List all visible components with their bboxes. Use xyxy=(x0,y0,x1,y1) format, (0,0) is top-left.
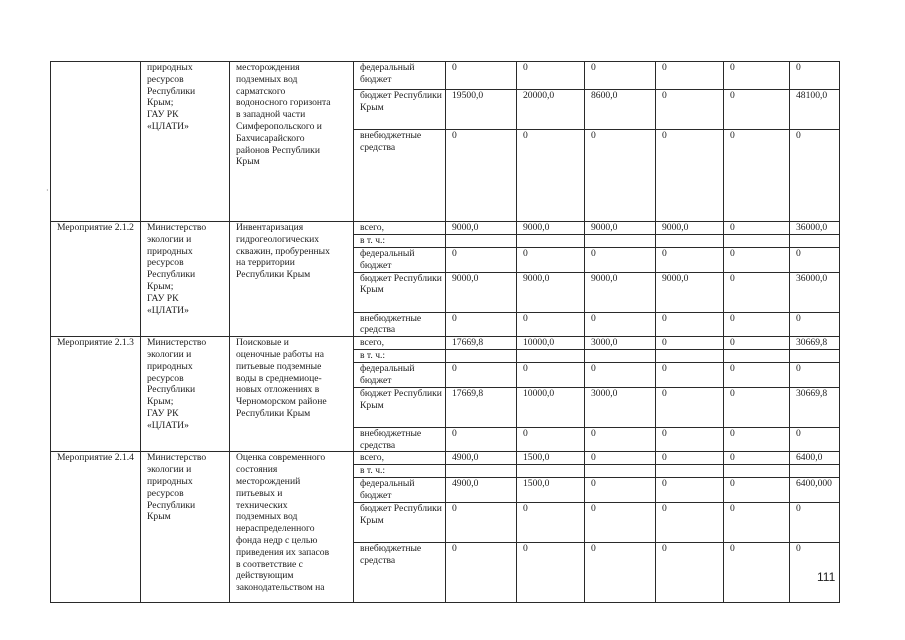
funding-source-cell: в т. ч.: xyxy=(354,350,446,363)
scan-mark: · xyxy=(46,186,49,195)
value-cell: 0 xyxy=(790,427,840,452)
value-cell: 0 xyxy=(656,248,724,273)
executor-cell xyxy=(141,222,230,337)
value-cell: 0 xyxy=(790,542,840,602)
value-cell: 0 xyxy=(446,363,517,388)
value-cell: 0 xyxy=(724,427,790,452)
value-cell: 0 xyxy=(724,312,790,337)
value-cell: 0 xyxy=(517,363,585,388)
value-cell: 9000,0 xyxy=(585,222,656,235)
cell-line: Симферопольского и xyxy=(236,120,322,132)
value-cell xyxy=(656,350,724,363)
cell-line: Черноморском районе xyxy=(236,396,327,408)
cell-line: питьевые подземные xyxy=(236,360,322,372)
value-cell: 0 xyxy=(656,427,724,452)
page-number: 111 xyxy=(817,570,836,584)
cell-line: экологии и xyxy=(147,233,192,245)
value-cell: 0 xyxy=(656,452,724,465)
cell-line: Министерство xyxy=(147,337,207,349)
cell-line: приведения их запасов xyxy=(236,546,330,558)
cell-line: нераспределенного xyxy=(236,523,315,535)
cell-line: состояния xyxy=(236,464,278,476)
value-cell: 0 xyxy=(724,248,790,273)
cell-line: ресурсов xyxy=(147,487,184,499)
value-cell: 1500,0 xyxy=(517,452,585,465)
value-cell xyxy=(446,465,517,478)
value-cell: 1500,0 xyxy=(517,478,585,503)
funding-source-cell: федеральный бюджет xyxy=(354,62,446,90)
value-cell: 0 xyxy=(585,312,656,337)
value-cell: 3000,0 xyxy=(585,387,656,427)
cell-line: законодательством на xyxy=(236,582,325,594)
value-cell: 0 xyxy=(790,312,840,337)
value-cell: 10000,0 xyxy=(517,387,585,427)
value-cell: 0 xyxy=(724,62,790,90)
cell-line: в соответствие с xyxy=(236,558,303,570)
funding-source-cell: бюджет Республики Крым xyxy=(354,502,446,542)
value-cell: 17669,8 xyxy=(446,387,517,427)
value-cell xyxy=(517,235,585,248)
funding-source-cell: федеральный бюджет xyxy=(354,363,446,388)
value-cell xyxy=(724,465,790,478)
cell-line: Республики xyxy=(147,499,196,511)
value-cell: 36000,0 xyxy=(790,222,840,235)
cell-line: Республики Крым xyxy=(236,269,311,281)
value-cell: 0 xyxy=(585,452,656,465)
value-cell: 0 xyxy=(585,427,656,452)
cell-line: Крым xyxy=(236,156,260,168)
value-cell: 0 xyxy=(446,312,517,337)
executor-cell xyxy=(141,62,230,222)
value-cell: 0 xyxy=(724,363,790,388)
value-cell: 0 xyxy=(585,502,656,542)
funding-source-cell: бюджет Республики Крым xyxy=(354,387,446,427)
cell-line: подземных вод xyxy=(236,511,298,523)
value-cell xyxy=(585,235,656,248)
value-cell xyxy=(790,350,840,363)
funding-source-cell: внебюджетные средства xyxy=(354,312,446,337)
cell-line: Оценка современного xyxy=(236,452,326,464)
funding-source-cell: всего, xyxy=(354,337,446,350)
value-cell: 9000,0 xyxy=(656,222,724,235)
value-cell: 36000,0 xyxy=(790,272,840,312)
value-cell xyxy=(724,350,790,363)
value-cell xyxy=(790,465,840,478)
funding-source-cell: всего, xyxy=(354,222,446,235)
funding-source-cell: бюджет Республики Крым xyxy=(354,90,446,130)
event-name-cell xyxy=(230,452,354,603)
value-cell: 0 xyxy=(446,427,517,452)
cell-line: питьевых и xyxy=(236,487,283,499)
cell-line: Бахчисарайского xyxy=(236,132,305,144)
value-cell: 48100,0 xyxy=(790,90,840,130)
value-cell xyxy=(790,235,840,248)
funding-source-cell: внебюджетные средства xyxy=(354,427,446,452)
cell-line: Поисковые и xyxy=(236,337,289,349)
value-cell: 0 xyxy=(790,62,840,90)
cell-line: оценочные работы на xyxy=(236,348,324,360)
cell-line: ГАУ РК xyxy=(147,109,179,121)
value-cell: 0 xyxy=(724,478,790,503)
value-cell: 4900,0 xyxy=(446,478,517,503)
cell-line: Крым; xyxy=(147,396,174,408)
funding-source-cell: федеральный бюджет xyxy=(354,248,446,273)
value-cell: 0 xyxy=(790,248,840,273)
value-cell: 0 xyxy=(585,62,656,90)
value-cell: 0 xyxy=(724,337,790,350)
value-cell: 17669,8 xyxy=(446,337,517,350)
value-cell: 0 xyxy=(517,62,585,90)
table-row xyxy=(51,452,840,465)
cell-line: природных xyxy=(147,475,193,487)
funding-source-cell: внебюджетные средства xyxy=(354,130,446,222)
value-cell: 0 xyxy=(656,478,724,503)
value-cell: 0 xyxy=(790,130,840,222)
cell-line: Республики xyxy=(147,85,196,97)
value-cell xyxy=(585,350,656,363)
cell-line: экологии и xyxy=(147,464,192,476)
value-cell: 0 xyxy=(656,502,724,542)
value-cell: 0 xyxy=(656,90,724,130)
cell-line: действующим xyxy=(236,570,294,582)
value-cell: 0 xyxy=(656,387,724,427)
value-cell: 0 xyxy=(724,272,790,312)
value-cell: 0 xyxy=(517,542,585,602)
cell-line: подземных вод xyxy=(236,73,298,85)
cell-line: месторождения xyxy=(236,62,300,73)
cell-line: Республики xyxy=(147,269,196,281)
cell-line: фонда недр с целью xyxy=(236,534,318,546)
budget-table xyxy=(50,61,840,603)
funding-source-cell: всего, xyxy=(354,452,446,465)
value-cell: 0 xyxy=(446,542,517,602)
cell-line: гидрогеологических xyxy=(236,233,320,245)
value-cell: 30669,8 xyxy=(790,337,840,350)
event-cell: Мероприятие 2.1.2 xyxy=(51,222,141,337)
value-cell: 0 xyxy=(724,387,790,427)
event-cell xyxy=(51,62,141,222)
value-cell: 6400,0 xyxy=(790,452,840,465)
value-cell xyxy=(724,235,790,248)
value-cell: 0 xyxy=(656,130,724,222)
cell-line: новых отложениях в xyxy=(236,384,320,396)
value-cell xyxy=(585,465,656,478)
cell-line: ресурсов xyxy=(147,73,184,85)
cell-line: экологии и xyxy=(147,348,192,360)
value-cell: 0 xyxy=(446,248,517,273)
cell-line: ГАУ РК xyxy=(147,407,179,419)
table-row xyxy=(51,62,840,90)
cell-line: Крым; xyxy=(147,97,174,109)
value-cell: 4900,0 xyxy=(446,452,517,465)
value-cell: 0 xyxy=(585,478,656,503)
value-cell: 8600,0 xyxy=(585,90,656,130)
cell-line: природных xyxy=(147,360,193,372)
value-cell: 0 xyxy=(517,312,585,337)
value-cell: 0 xyxy=(517,130,585,222)
value-cell: 30669,8 xyxy=(790,387,840,427)
value-cell: 0 xyxy=(585,130,656,222)
value-cell: 0 xyxy=(656,542,724,602)
funding-source-cell: внебюджетные средства xyxy=(354,542,446,602)
value-cell: 0 xyxy=(724,90,790,130)
cell-line: ресурсов xyxy=(147,372,184,384)
cell-line: Республики xyxy=(147,384,196,396)
table-body xyxy=(51,62,840,603)
value-cell: 0 xyxy=(724,222,790,235)
event-name-cell xyxy=(230,62,354,222)
value-cell: 0 xyxy=(656,312,724,337)
value-cell: 20000,0 xyxy=(517,90,585,130)
value-cell: 0 xyxy=(724,502,790,542)
cell-line: Крым xyxy=(147,511,171,523)
event-name-cell xyxy=(230,222,354,337)
cell-line: воды в среднемиоце- xyxy=(236,372,322,384)
cell-line: Инвентаризация xyxy=(236,222,304,233)
value-cell: 10000,0 xyxy=(517,337,585,350)
value-cell: 0 xyxy=(724,452,790,465)
value-cell: 9000,0 xyxy=(517,222,585,235)
table-row xyxy=(51,222,840,235)
value-cell: 9000,0 xyxy=(656,272,724,312)
funding-source-cell: бюджет Республики Крым xyxy=(354,272,446,312)
cell-line: водоносного горизонта xyxy=(236,97,331,109)
funding-source-cell: федеральный бюджет xyxy=(354,478,446,503)
cell-line: «ЦЛАТИ» xyxy=(147,120,189,132)
cell-line: Министерство xyxy=(147,222,207,233)
cell-line: на территории xyxy=(236,257,295,269)
value-cell: 0 xyxy=(790,502,840,542)
cell-line: Крым; xyxy=(147,280,174,292)
event-name-cell xyxy=(230,337,354,452)
value-cell: 0 xyxy=(790,363,840,388)
value-cell: 3000,0 xyxy=(585,337,656,350)
executor-cell xyxy=(141,337,230,452)
cell-line: скважин, пробуренных xyxy=(236,245,330,257)
value-cell: 0 xyxy=(656,337,724,350)
cell-line: сарматского xyxy=(236,85,286,97)
value-cell: 0 xyxy=(517,248,585,273)
cell-line: природных xyxy=(147,62,193,73)
funding-source-cell: в т. ч.: xyxy=(354,465,446,478)
value-cell: 6400,000 xyxy=(790,478,840,503)
cell-line: месторождений xyxy=(236,475,301,487)
value-cell: 0 xyxy=(517,427,585,452)
event-cell: Мероприятие 2.1.4 xyxy=(51,452,141,603)
value-cell: 0 xyxy=(656,62,724,90)
value-cell: 9000,0 xyxy=(585,272,656,312)
value-cell: 9000,0 xyxy=(446,222,517,235)
value-cell xyxy=(446,235,517,248)
value-cell: 0 xyxy=(724,130,790,222)
cell-line: «ЦЛАТИ» xyxy=(147,419,189,431)
value-cell xyxy=(656,235,724,248)
cell-line: ресурсов xyxy=(147,257,184,269)
cell-line: Министерство xyxy=(147,452,207,464)
funding-source-cell: в т. ч.: xyxy=(354,235,446,248)
value-cell: 0 xyxy=(585,248,656,273)
value-cell: 0 xyxy=(656,363,724,388)
executor-cell xyxy=(141,452,230,603)
event-cell: Мероприятие 2.1.3 xyxy=(51,337,141,452)
value-cell: 0 xyxy=(517,502,585,542)
value-cell: 0 xyxy=(585,542,656,602)
value-cell: 9000,0 xyxy=(517,272,585,312)
value-cell xyxy=(517,465,585,478)
cell-line: природных xyxy=(147,245,193,257)
value-cell: 0 xyxy=(446,62,517,90)
cell-line: в западной части xyxy=(236,109,306,121)
value-cell: 0 xyxy=(724,542,790,602)
cell-line: технических xyxy=(236,499,288,511)
value-cell: 0 xyxy=(446,502,517,542)
value-cell xyxy=(656,465,724,478)
cell-line: Республики Крым xyxy=(236,407,311,419)
cell-line: ГАУ РК xyxy=(147,292,179,304)
value-cell: 0 xyxy=(446,130,517,222)
cell-line: районов Республики xyxy=(236,144,320,156)
value-cell xyxy=(517,350,585,363)
table-row xyxy=(51,337,840,350)
value-cell xyxy=(446,350,517,363)
value-cell: 0 xyxy=(585,363,656,388)
value-cell: 9000,0 xyxy=(446,272,517,312)
value-cell: 19500,0 xyxy=(446,90,517,130)
cell-line: «ЦЛАТИ» xyxy=(147,304,189,316)
